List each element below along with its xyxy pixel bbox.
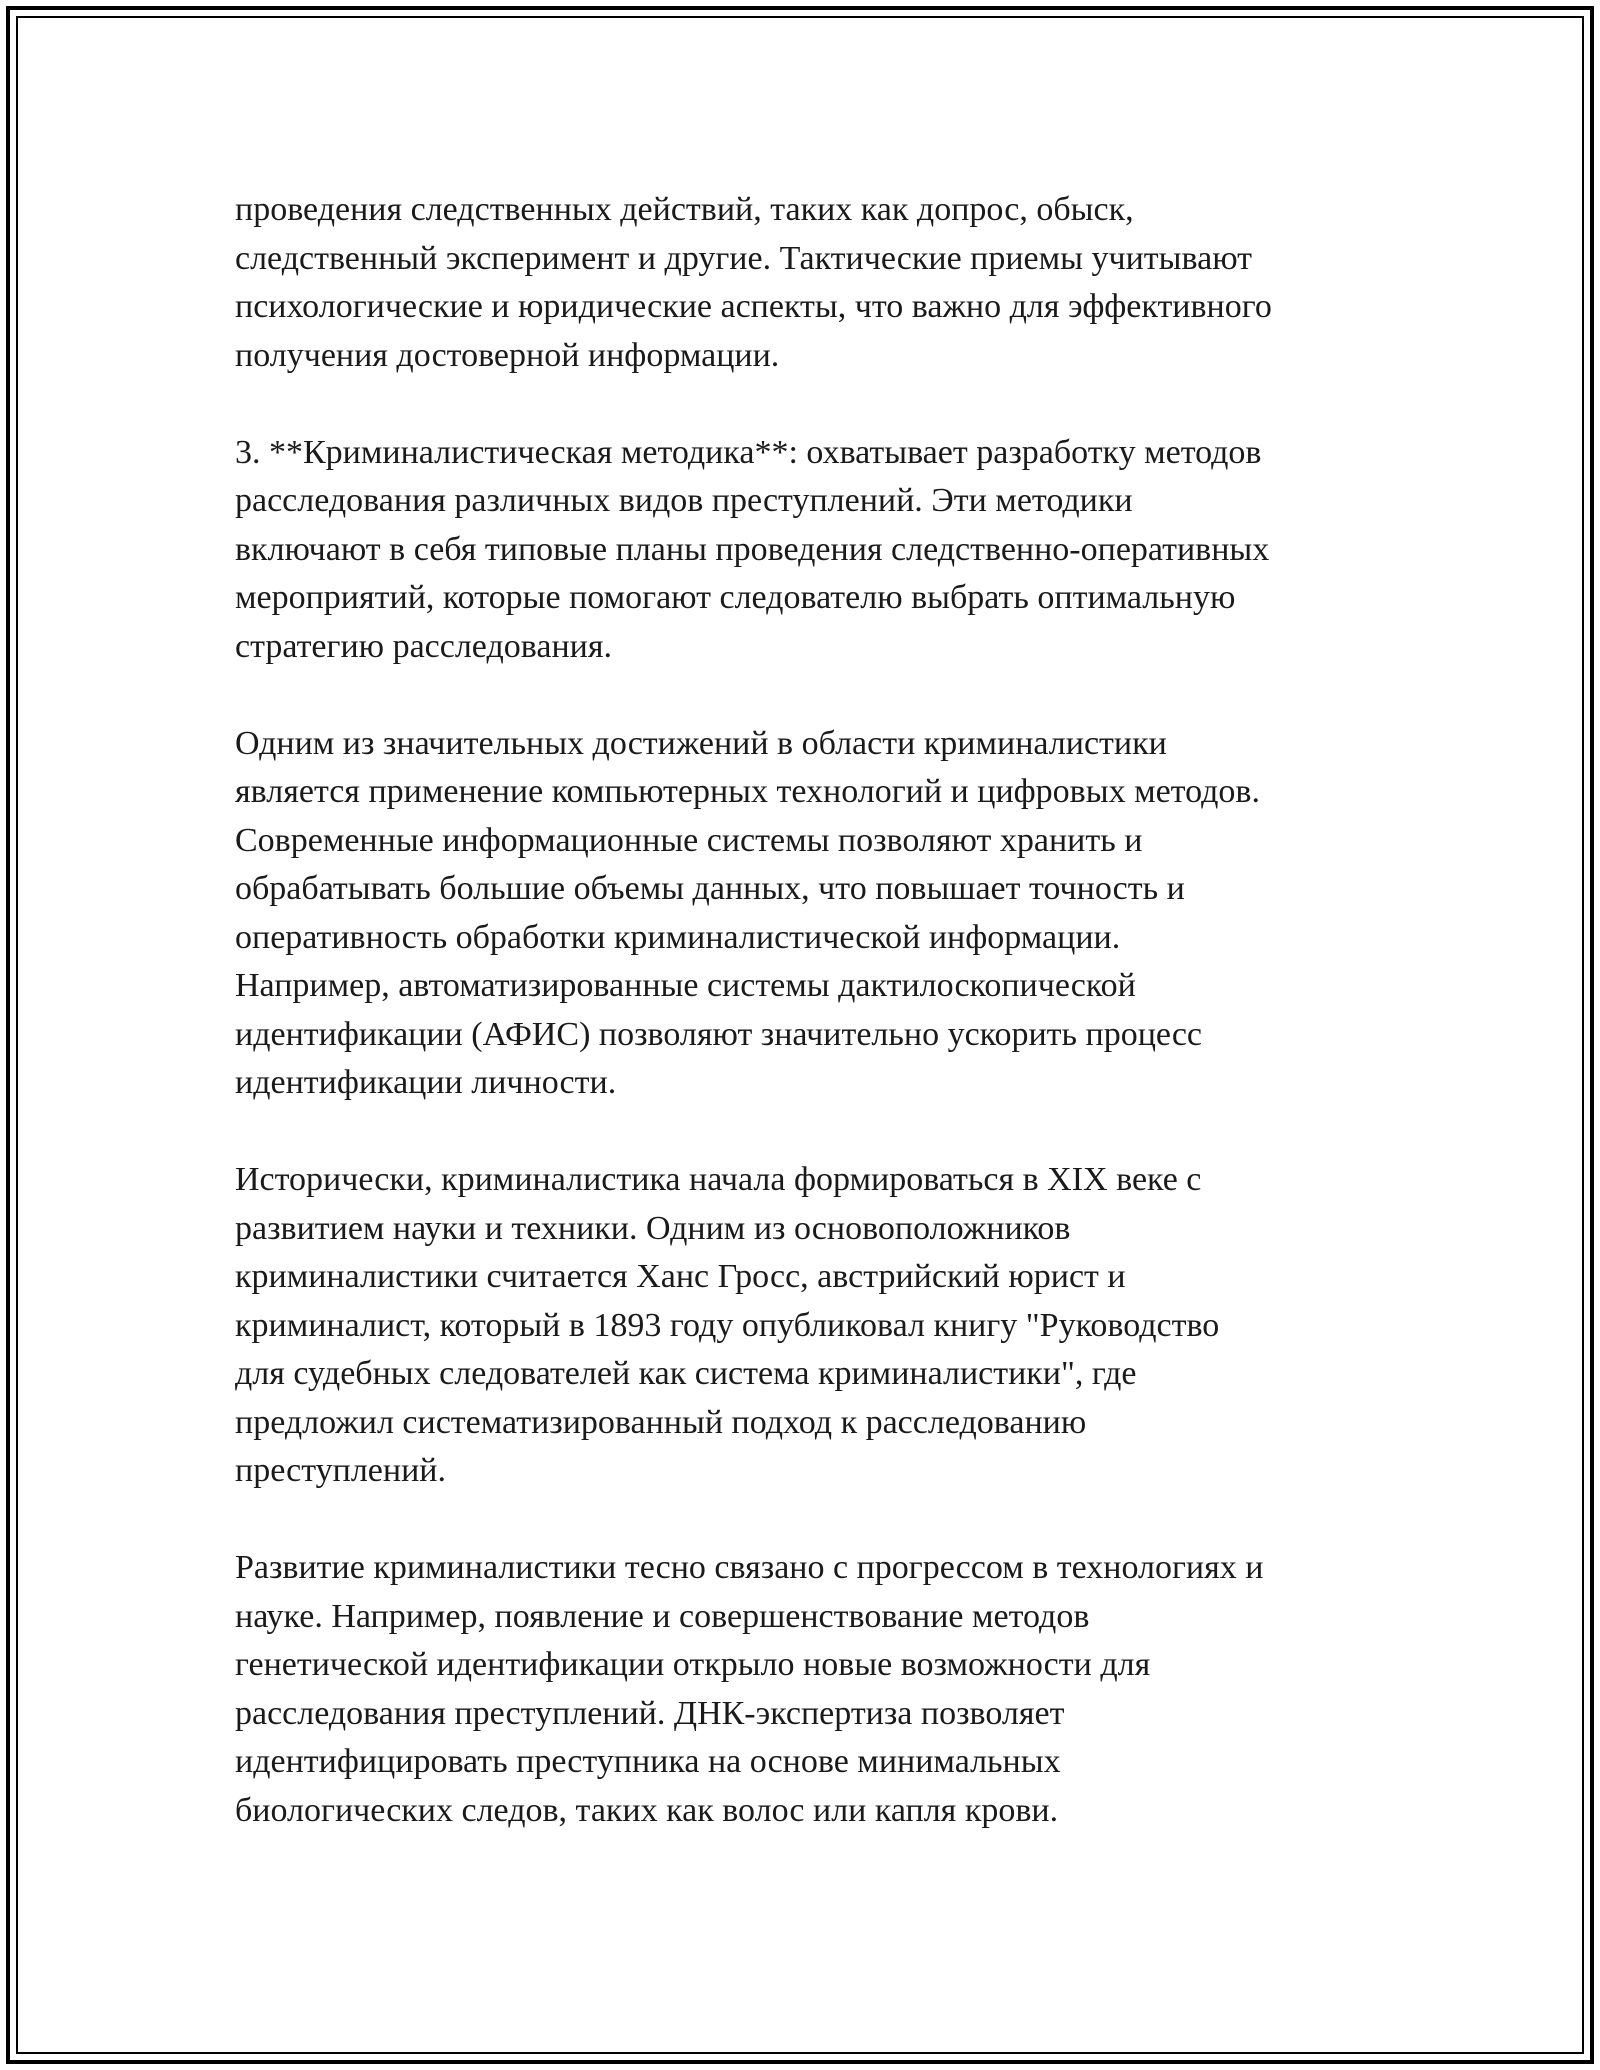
paragraph-tactics-continuation: проведения следственных действий, таких как допрос, обыск, следственный эксперимент и другие. Тактические приемы учитывают психологические и юридические аспекты, что важно для эффективного получения достоверной информации.	[235, 191, 1272, 374]
paragraph-computer-technologies: Одним из значительных достижений в области криминалистики является применение компьютерных технологий и цифровых методов. Современные информационные системы позволяют хранить и обрабатывать большие объемы данных, что повышает точность и оперативность обработки криминалистической информации. Например, автоматизированные системы дактилоскопической идентификации (АФИС) позволяют значительно ускорить процесс идентификации личности.	[235, 724, 1260, 1101]
paragraph-history: Исторически, криминалистика начала формироваться в XIX веке с развитием науки и техники. Одним из основоположников криминалистики считается Ханс Гросс, австрийский юрист и криминалист, который в 1893 году опубликовал книгу "Руководство для судебных следователей как система криминалистики", где предложил систематизированный подход к расследованию преступлений.	[235, 1161, 1220, 1489]
paragraph-methodology: 3. **Криминалистическая методика**: охватывает разработку методов расследования различных видов преступлений. Эти методики включают в себя типовые планы проведения следственно-оперативных мероприятий, которые помогают следователю выбрать оптимальную стратегию расследования.	[235, 433, 1270, 665]
paragraph-development: Развитие криминалистики тесно связано с прогрессом в технологиях и науке. Например, появление и совершенствование методов генетической идентификации открыло новые возможности для расследования преступлений. ДНК-экспертиза позволяет идентифицировать преступника на основе минимальных биологических следов, таких как волос или капля крови.	[235, 1549, 1264, 1829]
document-body	[235, 186, 1375, 1884]
